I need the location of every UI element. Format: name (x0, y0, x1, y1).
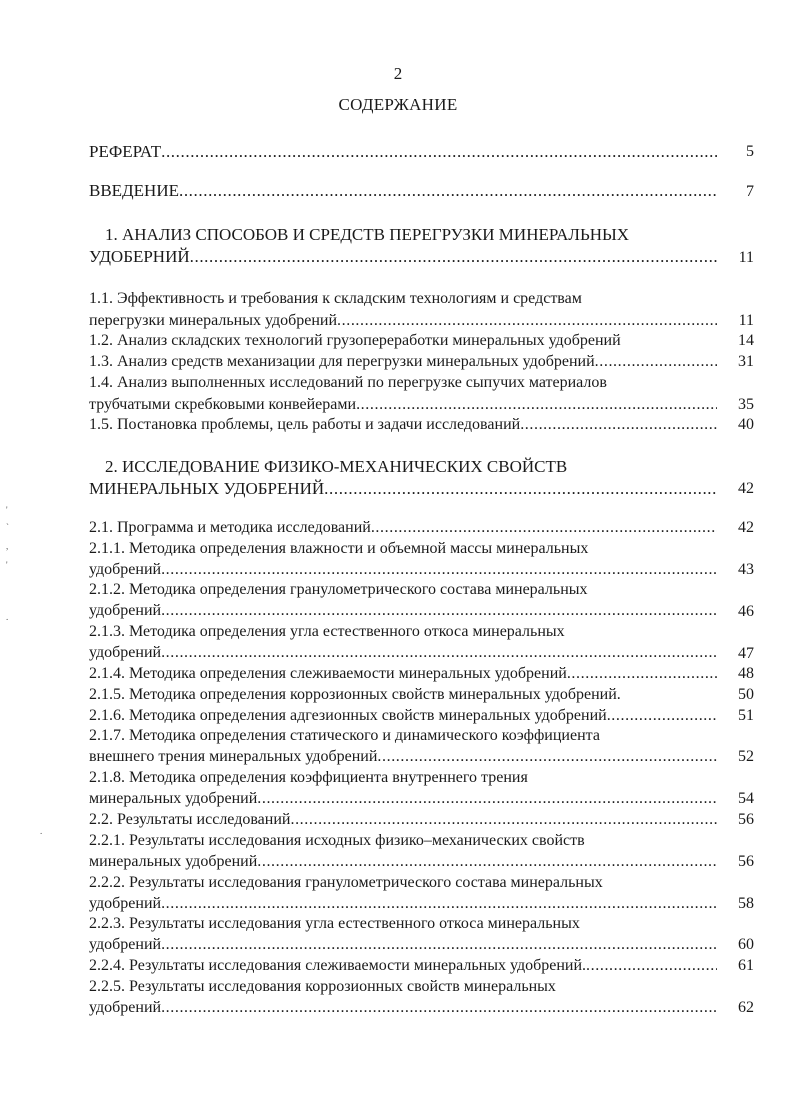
toc-entry-line1: 1.1. Эффективность и требования к складским технологиям и средствам (89, 290, 582, 307)
toc-entry: удобрений ..... (89, 998, 717, 1018)
toc-page-number: 48 (738, 665, 754, 682)
toc-entry: 2.1.6. Методика определения адгезионных свойств минеральных удобрений ..... (89, 706, 717, 726)
toc-entry-line1: 2.2.3. Результаты исследования угла естественного откоса минеральных (89, 915, 580, 932)
toc-entry: 1.2. Анализ складских технологий грузопереработки минеральных удобрений (89, 332, 621, 349)
toc-page-number: 14 (738, 332, 754, 349)
toc-entry-line1: 2.2.5. Результаты исследования коррозионных свойств минеральных (89, 978, 556, 995)
scan-speck: ` (6, 522, 9, 532)
page-title: СОДЕРЖАНИЕ (338, 95, 458, 114)
toc-page-number: 54 (738, 790, 754, 807)
toc-page-number: 62 (738, 999, 754, 1016)
toc-page-number: 35 (738, 396, 754, 413)
toc-entry: 2.2. Результаты исследований ..... (89, 810, 717, 830)
toc-page-number: 40 (738, 416, 754, 433)
toc-page-number: 42 (738, 519, 754, 536)
toc-page-number: 47 (738, 645, 754, 662)
toc-entry-line1: 2.2.1. Результаты исследования исходных физико–механических свойств (89, 832, 585, 849)
page-number: 2 (393, 64, 403, 83)
scan-speck: . (6, 612, 9, 622)
toc-page-number: 51 (738, 707, 754, 724)
toc-entry-line1: 2.1.7. Методика определения статического и динамического коэффициента (89, 727, 600, 744)
toc-entry: минеральных удобрений ..... (89, 852, 717, 872)
toc-page-number: 58 (738, 895, 754, 912)
toc-entry: удобрений ..... (89, 894, 717, 914)
toc-entry: 2.1. Программа и методика исследований ..... (89, 518, 717, 538)
scan-speck: , (6, 541, 9, 551)
toc-entry: удобрений ..... (89, 560, 717, 580)
toc-page-number: 42 (738, 480, 754, 497)
toc-entry: ВВЕДЕНИЕ ..... (89, 181, 717, 201)
toc-entry: удобрений ..... (89, 601, 717, 621)
toc-entry: 2.2.4. Результаты исследования слеживаемости минеральных удобрений. ..... (89, 956, 717, 976)
scan-speck: . (40, 826, 43, 836)
toc-entry: внешнего трения минеральных удобрений ..... (89, 747, 717, 767)
toc-entry: РЕФЕРАТ ..... (89, 142, 717, 162)
toc-page-number: 11 (738, 249, 754, 266)
toc-page-number: 31 (738, 353, 754, 370)
toc-entry: 1.3. Анализ средств механизации для перегрузки минеральных удобрений ..... (89, 352, 717, 372)
toc-page-number: 5 (746, 143, 754, 160)
toc-page-number: 61 (738, 957, 754, 974)
toc-entry: трубчатыми скребковыми конвейерами ..... (89, 395, 717, 415)
toc-page-number: 7 (746, 183, 754, 200)
scan-speck: ' (6, 505, 8, 515)
toc-entry-line1: 1. АНАЛИЗ СПОСОБОВ И СРЕДСТВ ПЕРЕГРУЗКИ МИНЕРАЛЬНЫХ (105, 225, 630, 244)
scan-speck: ' (6, 560, 8, 570)
toc-entry: удобрений ..... (89, 935, 717, 955)
toc-entry: минеральных удобрений ..... (89, 789, 717, 809)
toc-entry: перегрузки минеральных удобрений ..... (89, 311, 717, 331)
toc-entry-line1: 2.1.2. Методика определения гранулометрического состава минеральных (89, 581, 588, 598)
toc-entry: 1.5. Постановка проблемы, цель работы и задачи исследований ..... (89, 415, 717, 435)
toc-page-number: 46 (738, 603, 754, 620)
toc-entry: УДОБЕРНИЙ ..... (89, 247, 717, 267)
toc-entry: 2.1.4. Методика определения слеживаемости минеральных удобрений ..... (89, 664, 717, 684)
toc-entry-line1: 2.2.2. Результаты исследования гранулометрического состава минеральных (89, 874, 603, 891)
toc-page-number: 56 (738, 811, 754, 828)
toc-entry: МИНЕРАЛЬНЫХ УДОБРЕНИЙ ..... (89, 479, 717, 499)
toc-entry-line1: 2.1.8. Методика определения коэффициента внутреннего трения (89, 769, 528, 786)
toc-entry-line1: 2.1.3. Методика определения угла естественного откоса минеральных (89, 623, 565, 640)
toc-page-number: 56 (738, 853, 754, 870)
toc-page-number: 43 (738, 561, 754, 578)
toc-entry: 2.1.5. Методика определения коррозионных свойств минеральных удобрений. (89, 686, 621, 703)
toc-entry-line1: 2. ИССЛЕДОВАНИЕ ФИЗИКО-МЕХАНИЧЕСКИХ СВОЙСТВ (105, 457, 568, 476)
toc-page-number: 11 (738, 312, 754, 329)
toc-page-number: 52 (738, 748, 754, 765)
toc-page-number: 50 (738, 686, 754, 703)
toc-entry-line1: 2.1.1. Методика определения влажности и объемной массы минеральных (89, 540, 589, 557)
toc-page-number: 60 (738, 936, 754, 953)
toc-entry: удобрений ..... (89, 643, 717, 663)
toc-entry-line1: 1.4. Анализ выполненных исследований по перегрузке сыпучих материалов (89, 374, 607, 391)
